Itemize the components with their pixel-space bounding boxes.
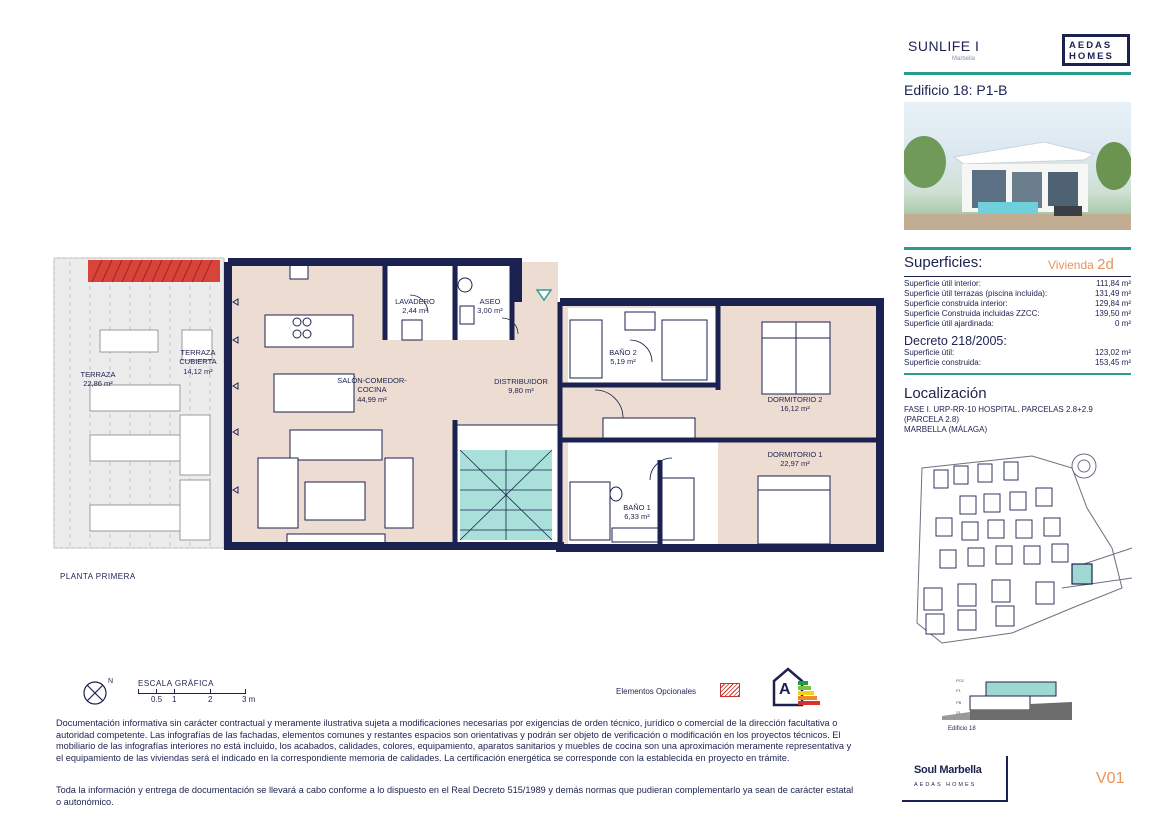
section-diagram [942, 674, 1072, 734]
room-distribuidor: DISTRIBUIDOR 9,80 m² [494, 377, 548, 396]
north-label: N [108, 678, 114, 685]
room-dormitorio-2: DORMITORIO 2 16,12 m² [767, 395, 823, 414]
scale-tick-4: 3 m [242, 695, 256, 704]
building-render-image [904, 102, 1131, 230]
energy-rating-icon [770, 665, 824, 707]
sup-row: Superficie útil terrazas (piscina incluida): 131,49 m² [904, 289, 1131, 298]
room-terraza: TERRAZA 22,86 m² [80, 370, 116, 389]
divider-superficies [904, 247, 1131, 250]
superficies-title: Superficies: [904, 254, 983, 271]
aedas-logo-line2: HOMES [1069, 51, 1114, 62]
localizacion-title: Localización [904, 385, 987, 402]
version-label: V01 [1096, 770, 1125, 787]
unit-title: Edificio 18: P1-B [904, 82, 1008, 98]
sup-row: Superficie construida interior: 129,84 m² [904, 299, 1131, 308]
room-terraza-cubierta: TERRAZA CUBIERTA 14,12 m² [179, 348, 217, 376]
floor-p1: P1 [956, 688, 961, 693]
superficies-list [904, 279, 1131, 329]
scale-title: ESCALA GRÁFICA [138, 679, 214, 688]
room-lavadero: LAVADERO 2,44 m² [395, 297, 435, 316]
decreto-row: Superficie útil: 123,02 m² [904, 348, 1131, 357]
room-dormitorio-1: DORMITORIO 1 22,97 m² [767, 450, 823, 469]
room-aseo: ASEO 3,00 m² [477, 297, 503, 316]
decreto-row: Superficie construida: 153,45 m² [904, 358, 1131, 367]
project-name: SUNLIFE I [908, 38, 980, 54]
optional-swatch [720, 683, 740, 697]
floor-plan [50, 250, 890, 560]
scale-tick-1: 0.5 [151, 695, 163, 704]
project-city: Marbella [952, 56, 976, 62]
room-bano-2: BAÑO 2 5,19 m² [609, 348, 637, 367]
localizacion-text: FASE I. URP-RR-10 HOSPITAL. PARCELAS 2.8+2.9 (PARCELA 2.8) MARBELLA (MÁLAGA) [904, 405, 1093, 434]
plan-label: PLANTA PRIMERA [60, 572, 136, 581]
vivienda-type [1048, 256, 1114, 273]
scale-tick-2: 1 [172, 695, 177, 704]
vivienda-label: Vivienda [1048, 258, 1094, 272]
superficies-rule [904, 276, 1131, 277]
divider-top [904, 72, 1131, 75]
disclaimer-1: Documentación informativa sin carácter contractual y meramente ilustrativa sujeta a modificaciones necesarias por exigencias de orden técnico, jurídico o comercial de la dirección facultativa o autoridad competente. Las infografías de las fachadas, elementos comunes y restantes espacios son orientativas y podrán ser objeto de verificación o modificación en los proyectos técnicos. El mobiliario de las infografías interiores no está incluido, los acabados, calidades, colores, equipamiento, aparatos sanitarios y muebles de cocina son una aproximación meramente representativa y el equipamiento de las viviendas será el indicado en la correspondiente memoria de calidades. La certificación energética se corresponde con la establecida en proyecto en trámite. [56, 718, 852, 763]
scale-tick-3: 2 [208, 695, 213, 704]
soul-logo-line1: Soul Marbella [914, 764, 982, 776]
section-label: Edificio 18 [948, 726, 976, 732]
soul-marbella-logo [902, 756, 1008, 802]
divider-localizacion [904, 373, 1131, 375]
disclaimer-2: Toda la información y entrega de documentación se llevará a cabo conforme a lo dispuesto en el Real Decreto 515/1989 y demás normas que pudieran complementarlo ya sean de carácter estatal o autonómico. [56, 785, 854, 807]
site-map [912, 448, 1137, 648]
floor-pb: PB [956, 700, 962, 705]
floor-s1: S1 [956, 710, 961, 715]
sup-row: Superficie Construida incluidas ZZCC: 139,50 m² [904, 309, 1131, 318]
sup-row: Superficie útil ajardinada: 0 m² [904, 319, 1131, 328]
room-bano-1: BAÑO 1 6,33 m² [623, 503, 651, 522]
aedas-logo-line1: AEDAS [1069, 40, 1113, 51]
decreto-title: Decreto 218/2005: [904, 334, 1007, 348]
scale-bar [138, 689, 246, 694]
decreto-list [904, 348, 1131, 368]
optional-label: Elementos Opcionales [616, 687, 697, 696]
aedas-logo [1062, 34, 1130, 66]
room-salon: SALÓN-COMEDOR- COCINA 44,99 m² [337, 376, 407, 404]
energy-letter: A [779, 681, 791, 698]
sup-row: Superficie útil interior: 111,84 m² [904, 279, 1131, 288]
soul-logo-line2: AEDAS HOMES [914, 782, 977, 788]
floor-po2: PO2 [956, 678, 965, 683]
vivienda-value: 2d [1097, 256, 1114, 273]
